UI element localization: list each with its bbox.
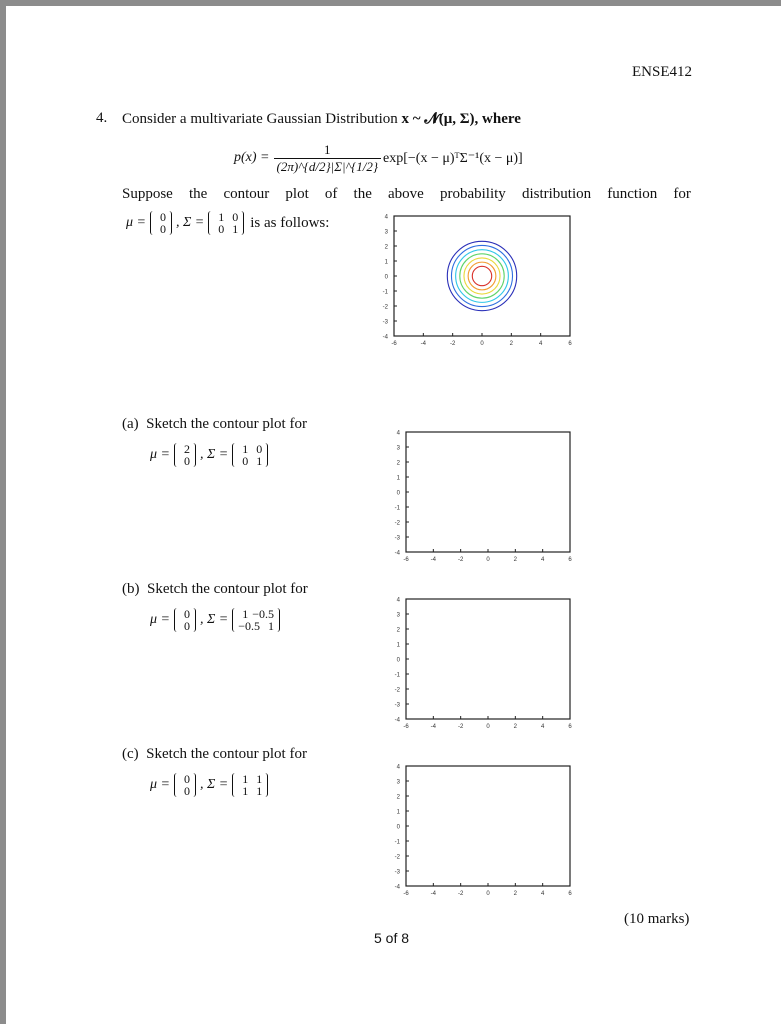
matrix-cell: 1 — [242, 607, 249, 621]
question-number: 4. — [96, 110, 108, 126]
mu-symbol: μ = — [150, 447, 170, 462]
given-suffix: is as follows: — [250, 214, 330, 231]
sigma-matrix — [232, 608, 280, 632]
y-tick-label: 2 — [396, 627, 400, 634]
part-b-prompt — [122, 581, 308, 598]
x-tick-label: 2 — [509, 341, 514, 347]
suppose-word: the — [188, 186, 208, 202]
matrix-cell: 0 — [183, 772, 190, 786]
matrix-cell: 0 — [242, 454, 249, 468]
y-tick-label: -4 — [394, 550, 400, 557]
part-b-text: Sketch the contour plot for — [147, 581, 308, 597]
y-tick-label: 2 — [396, 794, 400, 801]
part-a-blank-plot — [380, 424, 578, 564]
mu-vector — [174, 773, 196, 797]
suppose-line — [122, 186, 691, 203]
y-tick-label: 1 — [396, 475, 400, 482]
matrix-cell: 0 — [159, 210, 166, 224]
x-tick-label: -2 — [457, 557, 464, 563]
matrix-cell: 1 — [242, 772, 249, 786]
part-c-blank-plot — [380, 758, 578, 898]
sigma-matrix — [232, 773, 268, 797]
part-a-parameters — [146, 438, 268, 472]
y-tick-label: 0 — [396, 657, 400, 664]
x-tick-label: 0 — [486, 891, 490, 897]
y-tick-label: 3 — [396, 612, 400, 619]
x-tick-label: -6 — [403, 557, 409, 563]
x-tick-label: 2 — [513, 724, 518, 730]
mu-vector — [174, 443, 196, 467]
matrix-cell: −0.5 — [252, 607, 275, 621]
part-c-text: Sketch the contour plot for — [146, 746, 307, 762]
mu-symbol: μ = — [126, 215, 146, 230]
part-b-parameters — [146, 603, 280, 637]
x-tick-label: 0 — [486, 557, 490, 563]
x-tick-label: 4 — [540, 891, 545, 897]
plot-frame — [406, 599, 570, 719]
y-tick-label: -4 — [394, 884, 400, 891]
part-a-label: (a) — [122, 416, 139, 432]
x-tick-label: -6 — [403, 891, 409, 897]
part-c-parameters — [146, 768, 268, 802]
marks: (10 marks) — [624, 911, 690, 927]
x-tick-label: 6 — [568, 341, 572, 347]
part-a-text: Sketch the contour plot for — [146, 416, 307, 432]
matrix-cell: 0 — [183, 619, 190, 633]
part-c-prompt — [122, 746, 307, 763]
x-tick-label: -4 — [430, 724, 437, 730]
sigma-matrix — [208, 211, 244, 235]
x-tick-label: -4 — [430, 891, 437, 897]
x-tick-label: 4 — [540, 557, 545, 563]
exam-page — [6, 6, 781, 1024]
x-tick-label: -2 — [457, 891, 464, 897]
matrix-cell: 1 — [256, 454, 263, 468]
distribution-notation: x ~ 𝓝(μ, Σ), where — [401, 111, 521, 127]
question-intro — [122, 110, 521, 128]
page-number: 5 of 8 — [374, 930, 410, 946]
plot-frame — [406, 432, 570, 552]
y-tick-label: 3 — [396, 779, 400, 786]
part-a-prompt — [122, 416, 307, 433]
matrix-cell: 0 — [183, 607, 190, 621]
y-tick-label: -4 — [394, 717, 400, 724]
sigma-symbol: , Σ = — [199, 447, 229, 462]
intro-text: Consider a multivariate Gaussian Distribution — [122, 111, 398, 127]
pdf-numerator: 1 — [324, 141, 331, 157]
y-tick-label: 0 — [396, 490, 400, 497]
y-tick-label: -1 — [382, 289, 388, 296]
x-tick-label: 4 — [540, 724, 545, 730]
x-tick-label: 0 — [486, 724, 490, 730]
y-tick-label: 2 — [396, 460, 400, 467]
y-tick-label: -1 — [394, 672, 400, 679]
suppose-word: contour — [223, 186, 270, 202]
y-tick-label: -3 — [394, 869, 400, 876]
x-tick-label: -2 — [457, 724, 464, 730]
matrix-cell: 0 — [183, 454, 190, 468]
y-tick-label: 4 — [396, 597, 400, 604]
suppose-word: of — [324, 186, 338, 202]
y-tick-label: 1 — [384, 259, 388, 266]
mu-vector — [150, 211, 172, 235]
y-tick-label: 0 — [396, 824, 400, 831]
suppose-word: function — [607, 186, 658, 202]
matrix-cell: 1 — [242, 784, 249, 798]
part-b-label: (b) — [122, 581, 140, 597]
x-tick-label: 0 — [480, 341, 484, 347]
matrix-cell: 1 — [232, 222, 239, 236]
matrix-cell: 0 — [183, 784, 190, 798]
matrix-cell: 2 — [183, 442, 190, 456]
suppose-word: probability — [439, 186, 506, 202]
plot-frame — [406, 766, 570, 886]
matrix-cell: 0 — [159, 222, 166, 236]
y-tick-label: -2 — [382, 304, 388, 311]
x-tick-label: 4 — [538, 341, 543, 347]
y-tick-label: 2 — [384, 244, 388, 251]
x-tick-label: -4 — [420, 341, 427, 347]
plot-frame — [394, 216, 570, 336]
y-tick-label: 4 — [396, 764, 400, 771]
suppose-word: the — [353, 186, 372, 202]
sigma-matrix — [232, 443, 268, 467]
suppose-word: for — [673, 186, 691, 202]
y-tick-label: -2 — [394, 520, 400, 527]
mu-vector — [174, 608, 196, 632]
y-tick-label: -1 — [394, 505, 400, 512]
x-tick-label: 2 — [513, 557, 518, 563]
x-tick-label: -2 — [449, 341, 456, 347]
suppose-word: Suppose — [122, 186, 173, 202]
part-c-label: (c) — [122, 746, 139, 762]
x-tick-label: 6 — [568, 724, 572, 730]
x-tick-label: -6 — [391, 341, 397, 347]
course-code: ENSE412 — [632, 64, 692, 80]
x-tick-label: -4 — [430, 557, 437, 563]
matrix-cell: 0 — [256, 442, 263, 456]
y-tick-label: 4 — [396, 430, 400, 437]
x-tick-label: 6 — [568, 891, 572, 897]
y-tick-label: 1 — [396, 809, 400, 816]
y-tick-label: -3 — [394, 535, 400, 542]
suppose-word: plot — [285, 186, 309, 202]
pdf-lhs: p(x) = — [234, 150, 270, 165]
pdf-formula — [234, 138, 523, 178]
pdf-denominator: (2π)^{d/2}|Σ|^{1/2} — [274, 158, 382, 175]
y-tick-label: 4 — [384, 214, 388, 221]
x-tick-label: -6 — [403, 724, 409, 730]
sigma-symbol: , Σ = — [199, 612, 229, 627]
part-b-blank-plot — [380, 591, 578, 731]
matrix-cell: −0.5 — [238, 619, 261, 633]
y-tick-label: -2 — [394, 687, 400, 694]
y-tick-label: 3 — [396, 445, 400, 452]
y-tick-label: -2 — [394, 854, 400, 861]
matrix-cell: 1 — [256, 784, 263, 798]
y-tick-label: 3 — [384, 229, 388, 236]
matrix-cell: 1 — [256, 772, 263, 786]
matrix-cell: 1 — [268, 619, 275, 633]
matrix-cell: 0 — [232, 210, 239, 224]
suppose-word: above — [388, 186, 424, 202]
sigma-symbol: , Σ = — [199, 777, 229, 792]
x-tick-label: 2 — [513, 891, 518, 897]
given-contour-plot — [368, 208, 578, 348]
y-tick-label: -4 — [382, 334, 388, 341]
suppose-word: distribution — [521, 186, 592, 202]
matrix-cell: 0 — [218, 222, 225, 236]
x-tick-label: 6 — [568, 557, 572, 563]
y-tick-label: 0 — [384, 274, 388, 281]
y-tick-label: 1 — [396, 642, 400, 649]
mu-symbol: μ = — [150, 777, 170, 792]
y-tick-label: -3 — [382, 319, 388, 326]
y-tick-label: -1 — [394, 839, 400, 846]
sigma-symbol: , Σ = — [175, 215, 205, 230]
mu-symbol: μ = — [150, 612, 170, 627]
matrix-cell: 1 — [218, 210, 225, 224]
pdf-fraction — [274, 142, 382, 175]
y-tick-label: -3 — [394, 702, 400, 709]
pdf-exponent: exp[−(x − μ)ᵀΣ⁻¹(x − μ)] — [383, 150, 523, 166]
given-parameters — [122, 206, 329, 240]
matrix-cell: 1 — [242, 442, 249, 456]
